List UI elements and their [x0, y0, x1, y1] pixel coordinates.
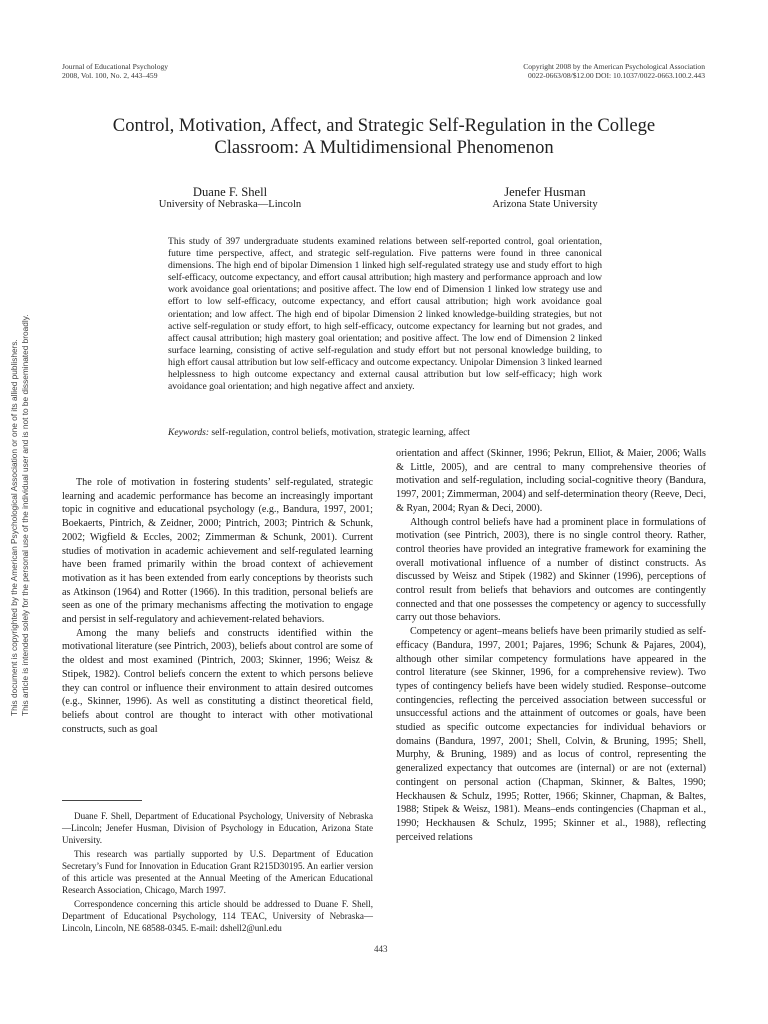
abstract: This study of 397 undergraduate students examined relations between self-reported control, goal orientation, future time perspective, affect, and strategic self-regulation. Five patterns were found in three canonical dimensions. The high end of bipolar Dimension 1 linked high self-regulated strategy use and study effort to high self-efficacy, outcome expectancy, and effort causal attribution; high mastery and performance approach and low work avoidance goal orientations; and positive affect. The low end of Dimension 1 linked low strategy use and effort to low self-efficacy, outcome expectancy, and effort causal attribution; high work avoidance goal orientation; and low affect. The high end of bipolar Dimension 2 linked knowledge-building strategies, but not active self-regulation or study effort, to high self-efficacy, outcome expectancy for learning but not grades, and affect causal attribution; high mastery goal orientation; and positive affect. The low end of Dimension 2 linked surface learning, consisting of active self-regulation and study effort but not personal knowledge building, to high effort causal attribution but low self-efficacy and outcome expectancy. Unipolar Dimension 3 linked learned helplessness to high outcome expectancy and external causal attribution but low self-efficacy; high work avoidance goal orientation; and high negative affect and anxiety.	[168, 236, 602, 393]
copyright-notice-line-2: This article is intended solely for the personal use of the individual user and is not to be disseminated broadly.	[20, 314, 30, 716]
copyright-line: Copyright 2008 by the American Psychological Association	[523, 62, 705, 71]
footnote-divider	[62, 800, 142, 801]
body-column-right	[396, 447, 706, 844]
journal-info	[62, 63, 168, 80]
keywords-text: self-regulation, control beliefs, motivation, strategic learning, affect	[211, 427, 470, 438]
author-affiliation: Arizona State University	[492, 199, 598, 210]
body-column-left	[62, 476, 373, 736]
title-line-2: Classroom: A Multidimensional Phenomenon	[214, 137, 554, 158]
author-block-1	[140, 185, 320, 211]
copyright-info	[523, 63, 705, 80]
keywords-label: Keywords:	[168, 427, 210, 438]
body-paragraph: The role of motivation in fostering students’ self-regulated, strategic learning and academic performance has become an increasingly important topic in cognitive and educational psychology (e.g., Bandura, 1997, 2001; Boekaerts, Pintrich, & Zeidner, 2000; Pintrich, 2003; Pintrich & Schunk, 2002; Wigfield & Eccles, 2002; Zimmerman & Schunk, 2001). Current studies of motivation in academic achievement and self-regulated learning have been framed primarily within the broad context of achievement motivation as it has been extended from early conceptions by theorists such as Atkinson (1964) and Rotter (1966). In this tradition, personal beliefs are seen as one of the primary mechanisms affecting the motivation to engage and persist in self-regulatory and achievement-related behaviors.	[62, 477, 373, 626]
body-paragraph: Competency or agent–means beliefs have been primarily studied as self-efficacy (Bandura, 1997, 2001; Pajares, 1996; Schunk & Pajares, 2004), although other similar competency formulations have appeared in the control literature (see Skinner, 1996, for a comprehensive review). Two types of contingency beliefs have been widely studied. Response–outcome contingencies, reflecting the perceived association between successful or unsuccessful actions and the attainment of outcomes or goals, have been studied as specific outcome expectancies for individual behaviors or domains (Bandura, 1997, 2001; Shell, Colvin, & Bruning, 1995; Shell, Murphy, & Bruning, 1989) and as locus of control, representing the generalized expectancy that outcomes are (internal) or are not (external) contingent on personal action (Chapman, Skinner, & Baltes, 1990; Heckhausen & Schulz, 1995; Rotter, 1966; Skinner, Chapman, & Baltes, 1988; Stipek & Weisz, 1981). Means–ends contingencies (Chapman et al., 1990; Heckhausen & Schulz, 1995; Skinner et al., 1988), reflecting perceived relations	[396, 626, 706, 843]
doi-line: 0022-0663/08/$12.00 DOI: 10.1037/0022-0663.100.2.443	[528, 70, 705, 80]
footnote-funding: This research was partially supported by U.S. Department of Education Secretary’s Fund for Innovation in Education Grant R215D30195. An earlier version of this article was presented at the Annual Meeting of the American Educational Research Association, Chicago, March 1997.	[62, 849, 373, 895]
journal-name: Journal of Educational Psychology	[62, 62, 169, 71]
journal-volume: 2008, Vol. 100, No. 2, 443–459	[62, 70, 158, 80]
author-name: Jenefer Husman	[504, 185, 586, 199]
body-paragraph: orientation and affect (Skinner, 1996; Pekrun, Elliot, & Maier, 2006; Walls & Little, 2005), and are central to many comprehensive theories of motivation and self-regulation, including social-cognitive theory (Bandura, 1997, 2001; Zimmerman, 2004) and self-determination theory (Reeve, Deci, & Ryan, 2004; Ryan & Deci, 2000).	[396, 448, 706, 514]
author-block-2	[470, 185, 620, 211]
copyright-notice-line-1: This document is copyrighted by the American Psychological Association or one of its allied publishers.	[9, 339, 19, 716]
footnotes	[62, 810, 373, 936]
footnote-affiliation: Duane F. Shell, Department of Educational Psychology, University of Nebraska—Lincoln; Jenefer Husman, Division of Psychology in Education, Arizona State University.	[62, 811, 373, 845]
author-name: Duane F. Shell	[192, 185, 268, 199]
body-paragraph: Among the many beliefs and constructs identified within the motivational literature (see Pintrich, 2003), beliefs about control are some of the oldest and most examined (Pintrich, 2003; Skinner, 1996; Weisz & Stipek, 1982). Control beliefs concern the extent to which persons believe they can control or influence their environment to attain desired outcomes (e.g., Skinner, 1996). As well as constituting a distinct theoretical field, beliefs about control are thought to interact with other motivational constructs, such as goal	[62, 627, 373, 735]
page-number: 443	[374, 944, 388, 954]
article-title	[40, 115, 728, 159]
title-line-1: Control, Motivation, Affect, and Strategic Self-Regulation in the College	[112, 115, 656, 136]
body-paragraph: Although control beliefs have had a prominent place in formulations of motivation (see Pintrich, 2003), there is no single control theory. Rather, control theories have provided an integrative framework for examining the overall motivational influence of a number of distinct constructs. As discussed by Weisz and Stipek (1982) and Skinner (1996), perceptions of control result from beliefs that behaviors and outcomes are contingently connected and that one possesses the competency or agency to successfully carry out those behaviors.	[396, 516, 706, 624]
footnote-correspondence: Correspondence concerning this article should be addressed to Duane F. Shell, Department of Educational Psychology, 114 TEAC, University of Nebraska—Lincoln, Lincoln, NE 68588-0345. E-mail: dshell2@unl.edu	[62, 899, 373, 933]
keywords	[168, 427, 602, 439]
author-affiliation: University of Nebraska—Lincoln	[158, 199, 302, 210]
